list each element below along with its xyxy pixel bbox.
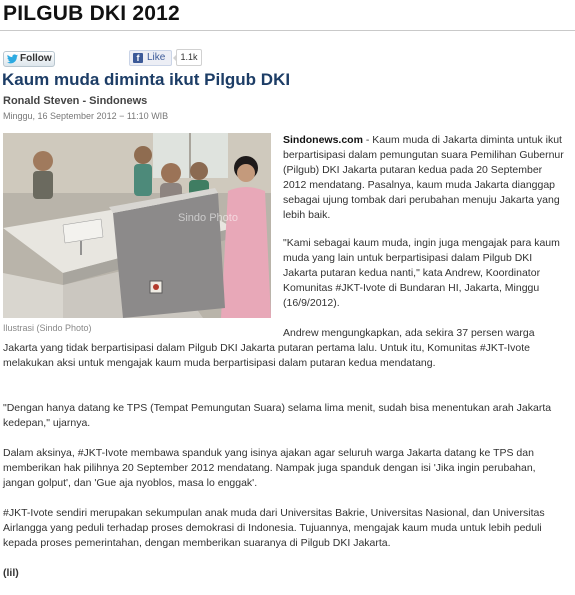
article-paragraph-1-text: - Kaum muda di Jakarta diminta untuk ikut berpartisipasi dalam pemungutan suara Pemilihan Gubernur (Pilgub) DKI Jakarta putaran kedua pada 20 September 2012 mendatang. Pasalnya, kaum muda Jakarta dianggap sebagai ujung tombak dari perubahan menuju Jakarta yang lebih baik. xyxy=(283,134,564,221)
social-share-bar xyxy=(0,46,575,68)
section-header xyxy=(0,0,575,31)
article-photo xyxy=(3,133,271,318)
facebook-f-icon: f xyxy=(133,53,143,63)
article-paragraph-5: Dalam aksinya, #JKT-Ivote membawa spanduk yang isinya ajakan agar seluruh warga Jakarta datang ke TPS dan memberikan hak pilihnya 20 September 2012 mendatang. Nampak juga spanduk dengan isi 'Jika ingin perubahan, jangan golput', dan 'Gue aja nyoblos, masa lo enggak'. xyxy=(3,447,536,489)
article-photo-illustration xyxy=(3,133,271,318)
article-paragraph-2: "Kami sebagai kaum muda, ingin juga mengajak para kaum muda yang lain untuk berpartisipasi dalam Pilgub DKI Jakarta putaran kedua nanti," kata Andrew, Koordinator Komunitas #JKT-Ivote di Bundaran HI, Jakarta, Minggu (16/9/2012). xyxy=(283,237,560,309)
section-title: PILGUB DKI 2012 xyxy=(3,2,180,25)
twitter-bird-icon xyxy=(7,54,18,64)
article-paragraph-1 xyxy=(283,133,565,223)
article-paragraph-3-line1: Andrew mengungkapkan, ada sekira 37 persen warga xyxy=(283,327,535,339)
photo-watermark: Sindo Photo xyxy=(178,212,238,224)
article-title: Kaum muda diminta ikut Pilgub DKI xyxy=(2,70,291,89)
photo-caption: Ilustrasi (Sindo Photo) xyxy=(3,323,92,333)
article-paragraph-3 xyxy=(3,326,565,371)
article-signoff: (lil) xyxy=(3,567,19,579)
article-byline: Ronald Steven - Sindonews xyxy=(3,95,148,107)
twitter-follow-button[interactable] xyxy=(3,51,55,67)
twitter-follow-label: Follow xyxy=(20,53,52,64)
facebook-like-button[interactable] xyxy=(129,50,172,66)
article-source-name: Sindonews.com xyxy=(283,134,363,146)
article-paragraph-3-text: Jakarta yang tidak berpartisipasi dalam Pilgub DKI Jakarta putaran pertama lalu. Untuk itu, Komunitas #JKT-Ivote melakukan aksi untuk mengajak kaum muda berpartisipasi dalam putaran kedua mendatang. xyxy=(3,342,531,369)
facebook-like-label: Like xyxy=(147,52,166,63)
article-paragraph-6: #JKT-Ivote sendiri merupakan sekumpulan anak muda dari Universitas Bakrie, Universitas Nasional, dan Universitas Airlangga yang peduli terhadap proses demokrasi di Indonesia. Tujuannya, mengajak kaum muda untuk lebih peduli kepada proses pemerintahan, dengan memberikan suaranya di Pilgub DKI Jakarta. xyxy=(3,507,545,549)
article-paragraph-4: "Dengan hanya datang ke TPS (Tempat Pemungutan Suara) selama lima menit, sudah bisa menentukan arah Jakarta kedepan," ujarnya. xyxy=(3,402,552,429)
article-dateline: Minggu, 16 September 2012 − 11:10 WIB xyxy=(3,111,169,121)
facebook-like-count: 1.1k xyxy=(176,49,202,66)
